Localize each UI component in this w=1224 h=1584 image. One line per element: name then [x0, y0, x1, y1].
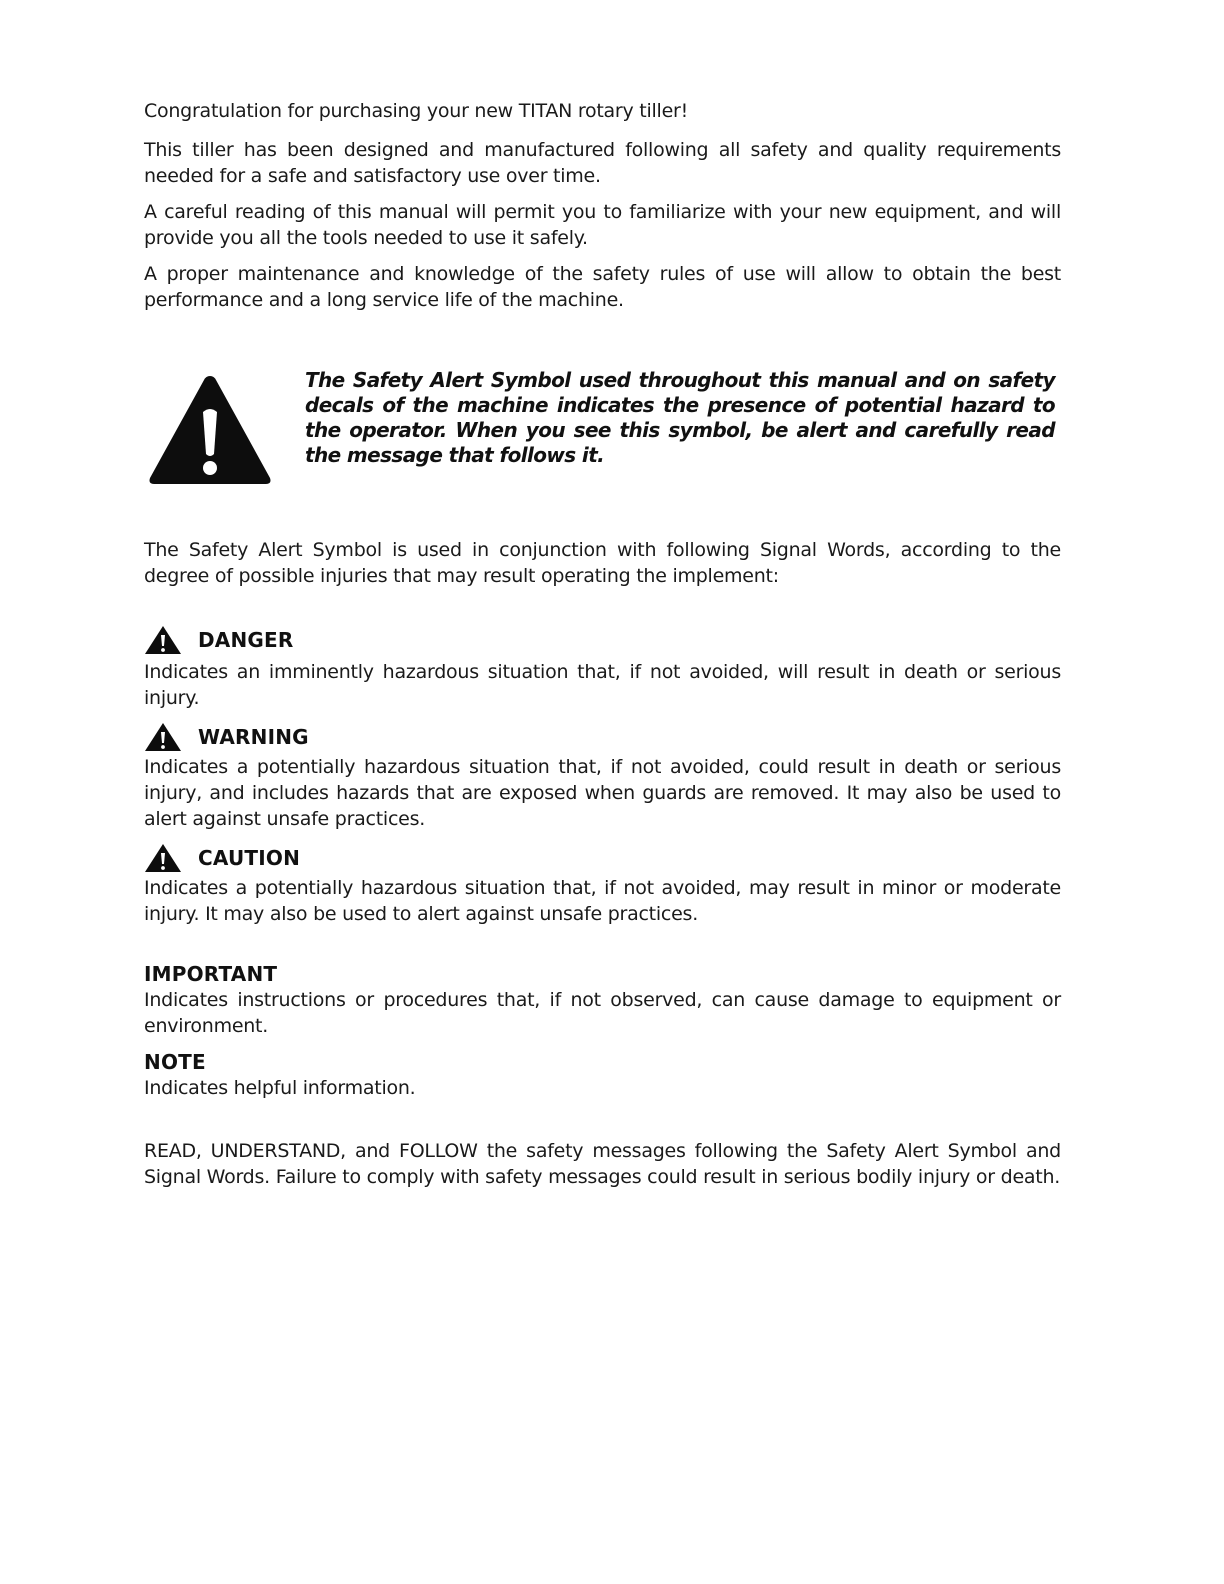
signal-danger	[144, 625, 294, 655]
signal-caution	[144, 843, 300, 873]
greeting-text: Congratulation for purchasing your new TITAN rotary tiller!	[144, 100, 688, 122]
danger-label: DANGER	[198, 628, 294, 652]
intro-paragraph-1: This tiller has been designed and manufactured following all safety and quality requirements needed for a safe and satisfactory use over time.	[144, 139, 1061, 187]
danger-description: Indicates an imminently hazardous situation that, if not avoided, will result in death or serious injury.	[144, 661, 1061, 709]
caution-label: CAUTION	[198, 846, 301, 870]
safety-alert-message: The Safety Alert Symbol used throughout this manual and on safety decals of the machine indicates the presence of potential hazard to the operator. When you see this symbol, be alert and carefully read the message that follows it.	[305, 368, 1055, 467]
caution-warning-triangle-icon	[144, 843, 182, 873]
safety-alert-warning-triangle-icon	[146, 370, 274, 490]
warning-warning-triangle-icon	[144, 722, 182, 752]
closing-paragraph: READ, UNDERSTAND, and FOLLOW the safety messages following the Safety Alert Symbol and Signal Words. Failure to comply with safety messages could result in serious bodily injury or death.	[144, 1140, 1061, 1188]
warning-description: Indicates a potentially hazardous situation that, if not avoided, could result in death or serious injury, and includes hazards that are exposed when guards are removed. It may also be used to alert against unsafe practices.	[144, 756, 1061, 830]
caution-description: Indicates a potentially hazardous situation that, if not avoided, may result in minor or moderate injury. It may also be used to alert against unsafe practices.	[144, 877, 1061, 925]
intro-paragraph-2: A careful reading of this manual will permit you to familiarize with your new equipment, and will provide you all the tools needed to use it safely.	[144, 201, 1061, 249]
signal-words-intro: The Safety Alert Symbol is used in conjunction with following Signal Words, according to the degree of possible injuries that may result operating the implement:	[144, 539, 1061, 587]
intro-paragraph-3: A proper maintenance and knowledge of the safety rules of use will allow to obtain the best performance and a long service life of the machine.	[144, 263, 1061, 311]
signal-warning	[144, 722, 309, 752]
danger-warning-triangle-icon	[144, 625, 182, 655]
note-heading: NOTE	[144, 1050, 206, 1074]
important-description: Indicates instructions or procedures that, if not observed, can cause damage to equipment or environment.	[144, 989, 1061, 1037]
note-description: Indicates helpful information.	[144, 1077, 416, 1099]
warning-label: WARNING	[198, 725, 309, 749]
important-heading: IMPORTANT	[144, 962, 278, 986]
